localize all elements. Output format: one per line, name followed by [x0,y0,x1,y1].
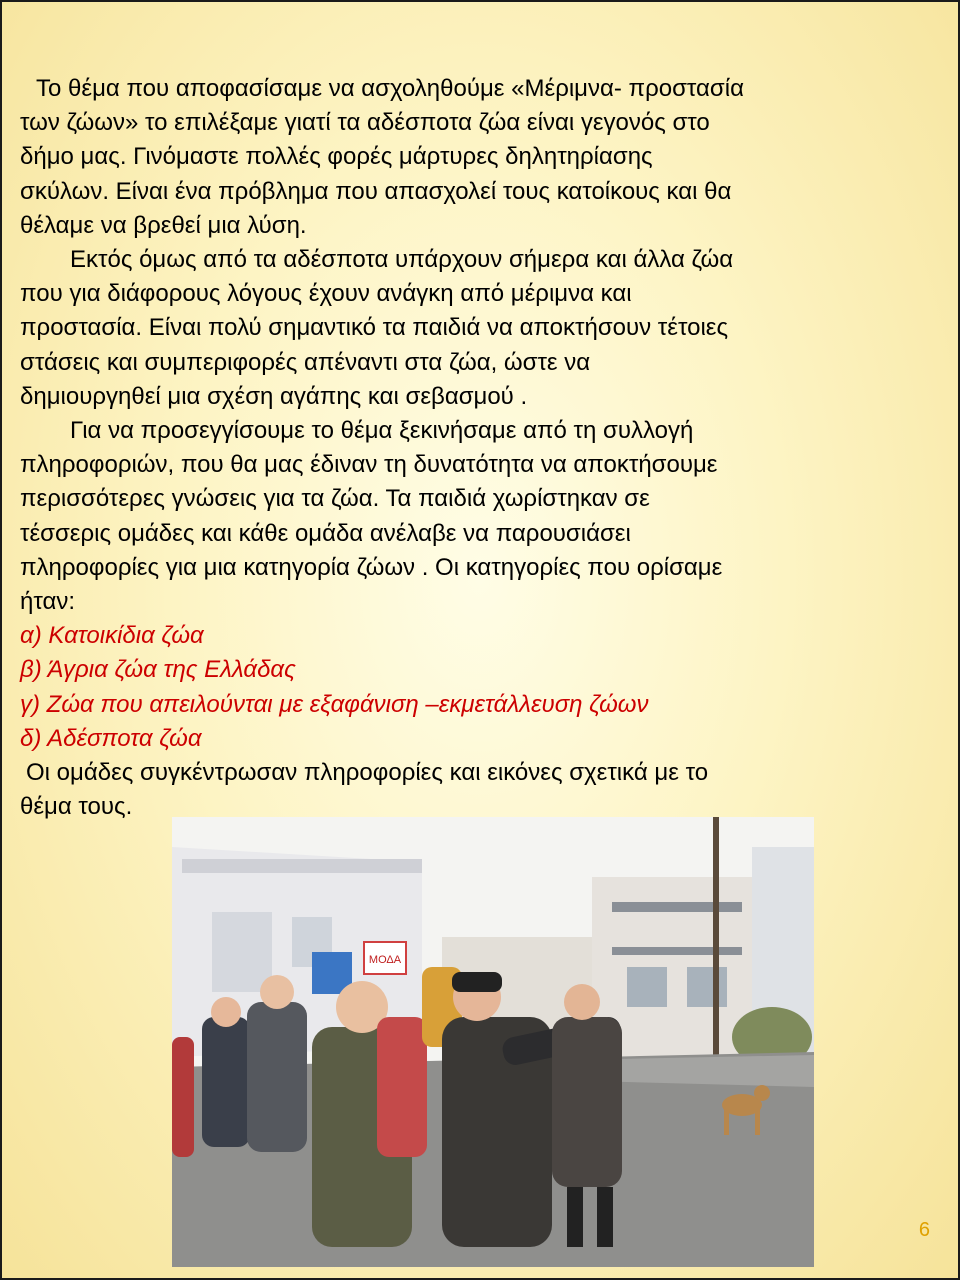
text-line: τέσσερις ομάδες και κάθε ομάδα ανέλαβε να παρουσιάσει [20,519,631,547]
text-line: Οι ομάδες συγκέντρωσαν πληροφορίες και εικόνες σχετικά με το [26,759,709,787]
text-line: ήταν: [20,588,76,616]
text-line: θέλαμε να βρεθεί μια λύση. [20,211,307,239]
svg-text:ΜΟΔΑ: ΜΟΔΑ [368,954,402,966]
page-number: 6 [918,1219,930,1241]
text-line: δημιουργηθεί μια σχέση αγάπης και σεβασμού . [20,382,528,410]
text-line: στάσεις και συμπεριφορές απέναντι στα ζώα, ώστε να [20,348,591,376]
text-line: που για διάφορους λόγους έχουν ανάγκη από μέριμνα και [20,280,632,308]
text-line: Εκτός όμως από τα αδέσποτα υπάρχουν σήμερα και άλλα ζώα [70,246,734,274]
text-line: περισσότερες γνώσεις για τα ζώα. Τα παιδιά χωρίστηκαν σε [20,485,650,513]
category-item: β) Άγρια ζώα της Ελλάδας [20,656,296,684]
category-item: α) Κατοικίδια ζώα [20,622,204,650]
text-line: πληροφορίες για μια κατηγορία ζώων . Οι κατηγορίες που ορίσαμε [20,553,723,581]
category-item: γ) Ζώα που απειλούνται με εξαφάνιση –εκμετάλλευση ζώων [20,690,649,718]
text-line: Το θέμα που αποφασίσαμε να ασχοληθούμε «Μέριμνα- προστασία [36,75,744,102]
text-line: θέμα τους. [20,793,133,821]
text-line: σκύλων. Είναι ένα πρόβλημα που απασχολεί τους κατοίκους και θα [20,177,732,205]
text-line: πληροφοριών, που θα μας έδιναν τη δυνατότητα να αποκτήσουμε [20,451,718,479]
text-line: Για να προσεγγίσουμε το θέμα ξεκινήσαμε από τη συλλογή [70,417,694,445]
body-text [20,72,950,824]
category-item: δ) Αδέσποτα ζώα [20,724,202,752]
text-line: προστασία. Είναι πολύ σημαντικό τα παιδιά να αποκτήσουν τέτοιες [20,314,729,342]
text-line: δήμο μας. Γινόμαστε πολλές φορές μάρτυρες δηλητηρίασης [20,143,653,171]
children-street-photo [172,817,814,1267]
text-line: των ζώων» το επιλέξαμε γιατί τα αδέσποτα ζώα είναι γεγονός στο [20,109,710,137]
